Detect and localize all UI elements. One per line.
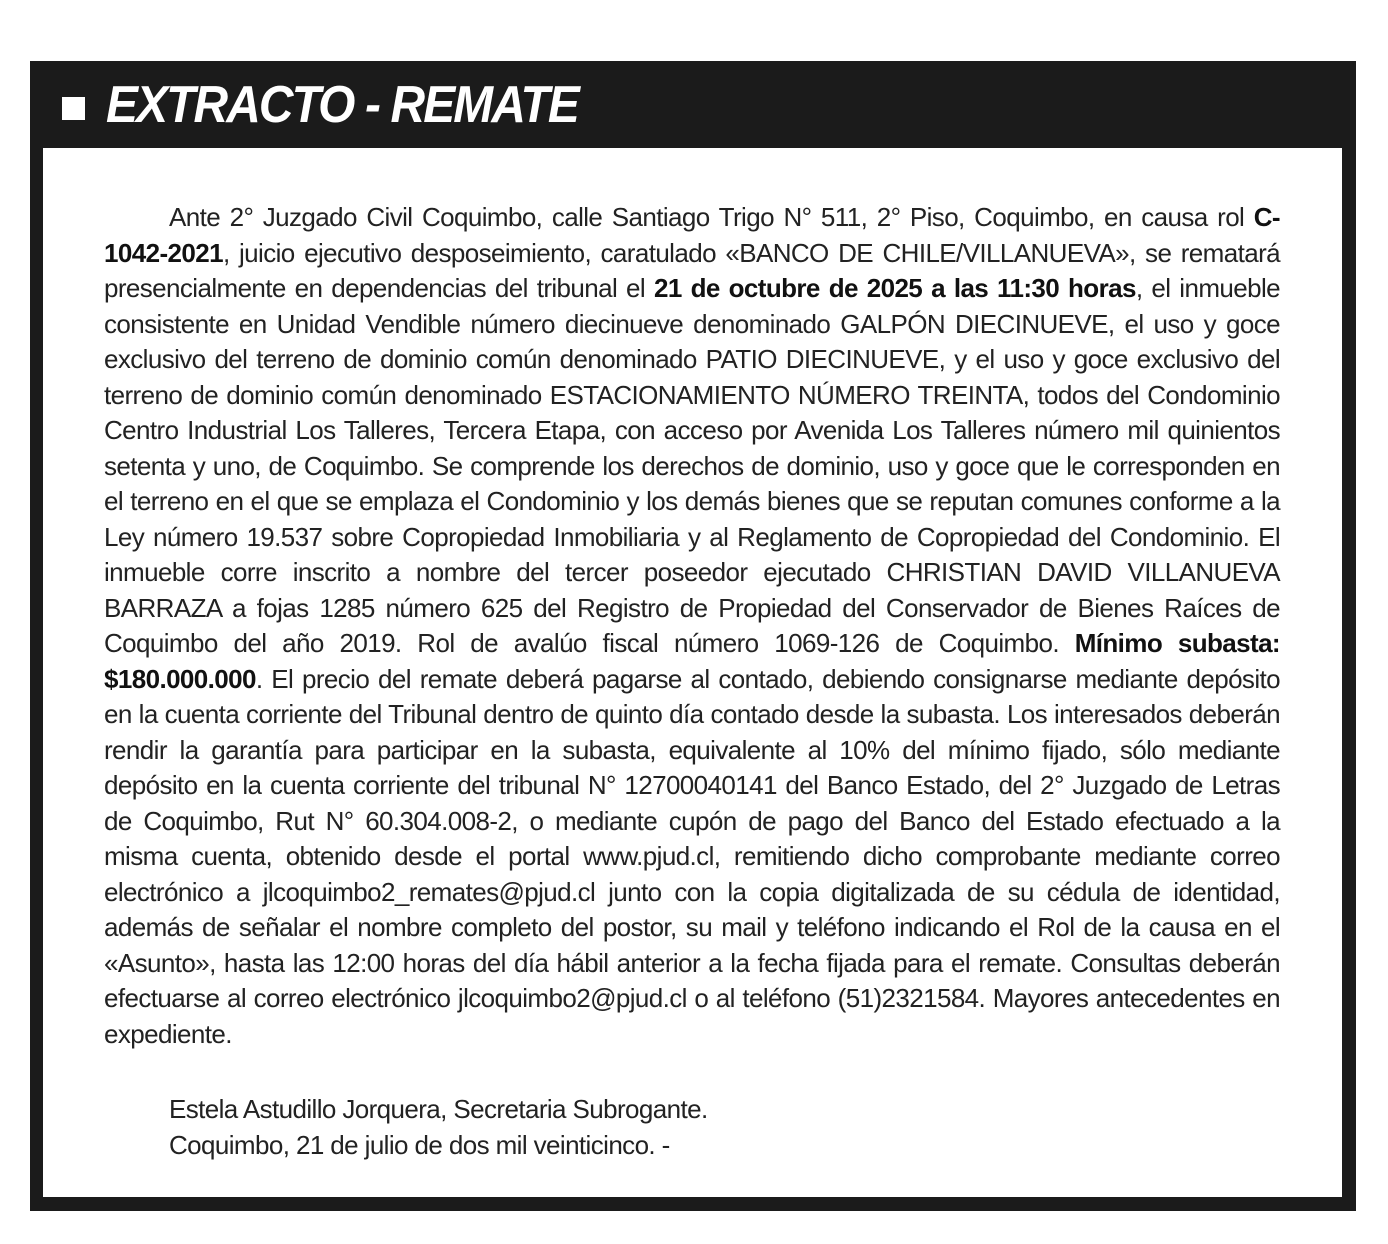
auction-datetime: 21 de octubre de 2025 a las 11:30 horas <box>654 273 1136 303</box>
case-number: C-1042-2021 <box>104 202 1280 268</box>
notice-text-part-4: . El precio del remate deberá pagarse al contado, debiendo consignarse mediante depósito en la cuenta corriente del Tribunal dentro de quinto día contado desde la subasta. Los interesados deberán rendir la garantía para participar en la subasta, equivalente al 10% del mínimo fijado, sólo mediante depósito en la cuenta corriente del tribunal N° 12700040141 del Banco Estado, del 2° Juzgado de Letras de Coquimbo, Rut N° 60.304.008-2, o mediante cupón de pago del Banco del Estado efectuado a la misma cuenta, obtenido desde el portal www.pjud.cl, remitiendo dicho comprobante mediante correo electrónico a jlcoquimbo2_remates@pjud.cl junto con la copia digitalizada de su cédula de identidad, además de señalar el nombre completo del postor, su mail y teléfono indicando el Rol de la causa en el «Asunto», hasta las 12:00 horas del día hábil anterior a la fecha fijada para el remate. Consultas deberán efectuarse al correo electrónico jlcoquimbo2@pjud.cl o al teléfono (51)2321584. Mayores antecedentes en expediente. <box>104 663 1280 1049</box>
notice-panel <box>43 148 1342 1197</box>
square-bullet-icon <box>62 97 85 120</box>
notice-header <box>30 61 1356 148</box>
signature-name: Estela Astudillo Jorquera, Secretaria Subrogante. <box>169 1094 708 1124</box>
notice-text-part-1: Ante 2° Juzgado Civil Coquimbo, calle Santiago Trigo N° 511, 2° Piso, Coquimbo, en causa rol <box>169 202 1254 232</box>
notice-frame <box>30 61 1356 1211</box>
notice-text-part-2: , juicio ejecutivo desposeimiento, caratulado «BANCO DE CHILE/VILLANUEVA», se rematará presencialmente en dependencias del tribunal el <box>104 237 1280 303</box>
minimum-bid: Mínimo subasta: $180.000.000 <box>104 628 1280 694</box>
notice-title: EXTRACTO - REMATE <box>106 76 578 134</box>
notice-paragraph <box>104 200 1280 1052</box>
notice-text-part-3: , el inmueble consistente en Unidad Vendible número diecinueve denominado GALPÓN DIECINUEVE, el uso y goce exclusivo del terreno de dominio común denominado PATIO DIECINUEVE, y el uso y goce exclusivo del terreno de dominio común denominado ESTACIONAMIENTO NÚMERO TREINTA, todos del Condominio Centro Industrial Los Talleres, Tercera Etapa, con acceso por Avenida Los Talleres número mil quinientos setenta y uno, de Coquimbo. Se comprende los derechos de dominio, uso y goce que le corresponden en el terreno en el que se emplaza el Condominio y los demás bienes que se reputan comunes conforme a la Ley número 19.537 sobre Copropiedad Inmobiliaria y al Reglamento de Copropiedad del Condominio. El inmueble corre inscrito a nombre del tercer poseedor ejecutado CHRISTIAN DAVID VILLANUEVA BARRAZA a fojas 1285 número 625 del Registro de Propiedad del Conservador de Bienes Raíces de Coquimbo del año 2019. Rol de avalúo fiscal número 1069-126 de Coquimbo. <box>104 273 1280 658</box>
notice-body <box>104 200 1280 1052</box>
signature-date: Coquimbo, 21 de julio de dos mil veinticinco. - <box>169 1129 670 1160</box>
signature-block <box>169 1092 708 1163</box>
